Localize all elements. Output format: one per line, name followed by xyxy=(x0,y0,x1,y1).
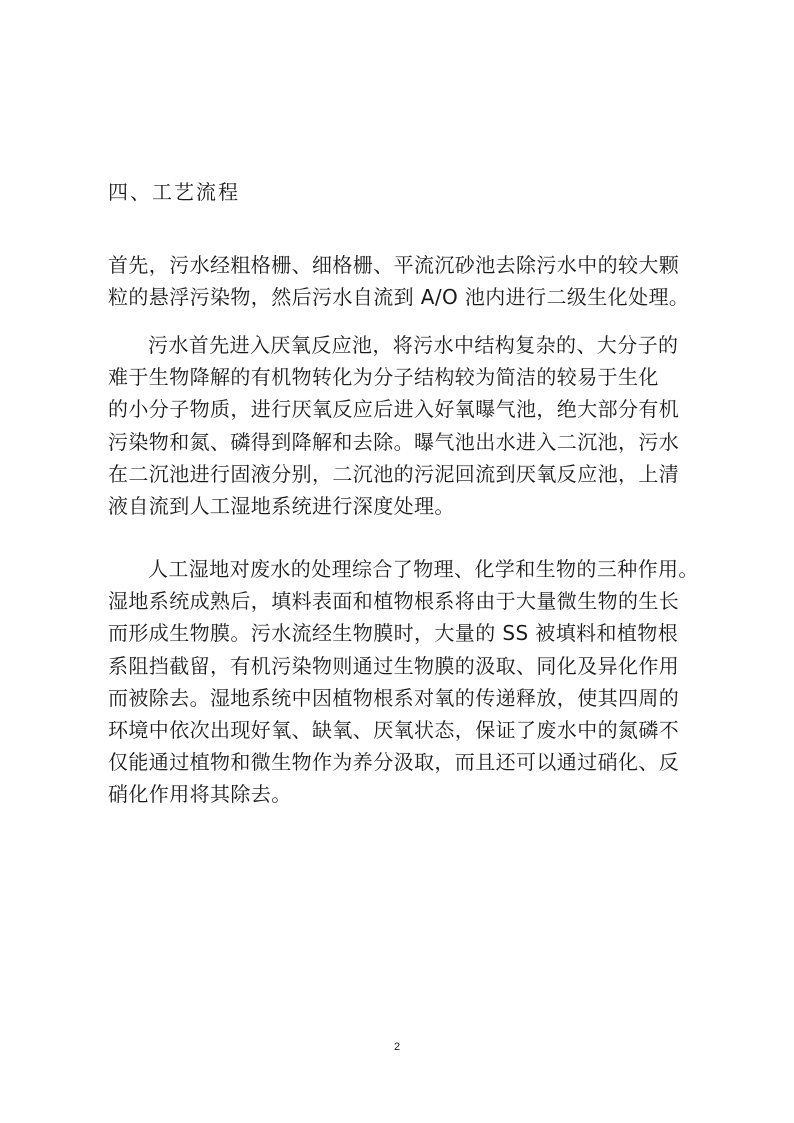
section-heading: 四、工艺流程 xyxy=(108,180,240,204)
paragraph-line: 仅能通过植物和微生物作为养分汲取，而且还可以通过硝化、反 xyxy=(108,750,680,775)
paragraph-line: 污水首先进入厌氧反应池，将污水中结构复杂的、大分子的 xyxy=(148,333,679,357)
paragraph-line: 而形成生物膜。污水流经生物膜时，大量的 SS 被填料和植物根 xyxy=(108,621,679,646)
paragraph-line: 而被除去。湿地系统中因植物根系对氧的传递释放，使其四周的 xyxy=(108,685,680,710)
paragraph-line: 硝化作用将其除去。 xyxy=(108,782,292,807)
paragraph-line: 人工湿地对废水的处理综合了物理、化学和生物的三种作用。 xyxy=(148,557,699,581)
paragraph-1 xyxy=(108,249,708,313)
page-number: 2 xyxy=(393,1041,401,1053)
paragraph-line: 难于生物降解的有机物转化为分子结构较为简洁的较易于生化 xyxy=(108,365,659,390)
paragraph-line: 环境中依次出现好氧、缺氧、厌氧状态，保证了废水中的氮磷不 xyxy=(108,718,680,743)
paragraph-line: 系阻挡截留，有机污染物则通过生物膜的汲取、同化及异化作用 xyxy=(108,653,680,678)
paragraph-line: 粒的悬浮污染物，然后污水自流到 A/O 池内进行二级生化处理。 xyxy=(108,285,690,310)
paragraph-line: 污染物和氮、磷得到降解和去除。曝气池出水进入二沉池，污水 xyxy=(108,429,680,454)
paragraph-2 xyxy=(108,329,708,522)
paragraph-line: 液自流到人工湿地系统进行深度处理。 xyxy=(108,494,455,519)
paragraph-line: 湿地系统成熟后，填料表面和植物根系将由于大量微生物的生长 xyxy=(108,589,680,614)
paragraph-line: 首先，污水经粗格栅、细格栅、平流沉砂池去除污水中的较大颗 xyxy=(108,253,680,277)
paragraph-3 xyxy=(108,553,708,811)
paragraph-line: 的小分子物质，进行厌氧反应后进入好氧曝气池，绝大部分有机 xyxy=(108,397,680,422)
paragraph-line: 在二沉池进行固液分别，二沉池的污泥回流到厌氧反应池，上清 xyxy=(108,461,680,486)
